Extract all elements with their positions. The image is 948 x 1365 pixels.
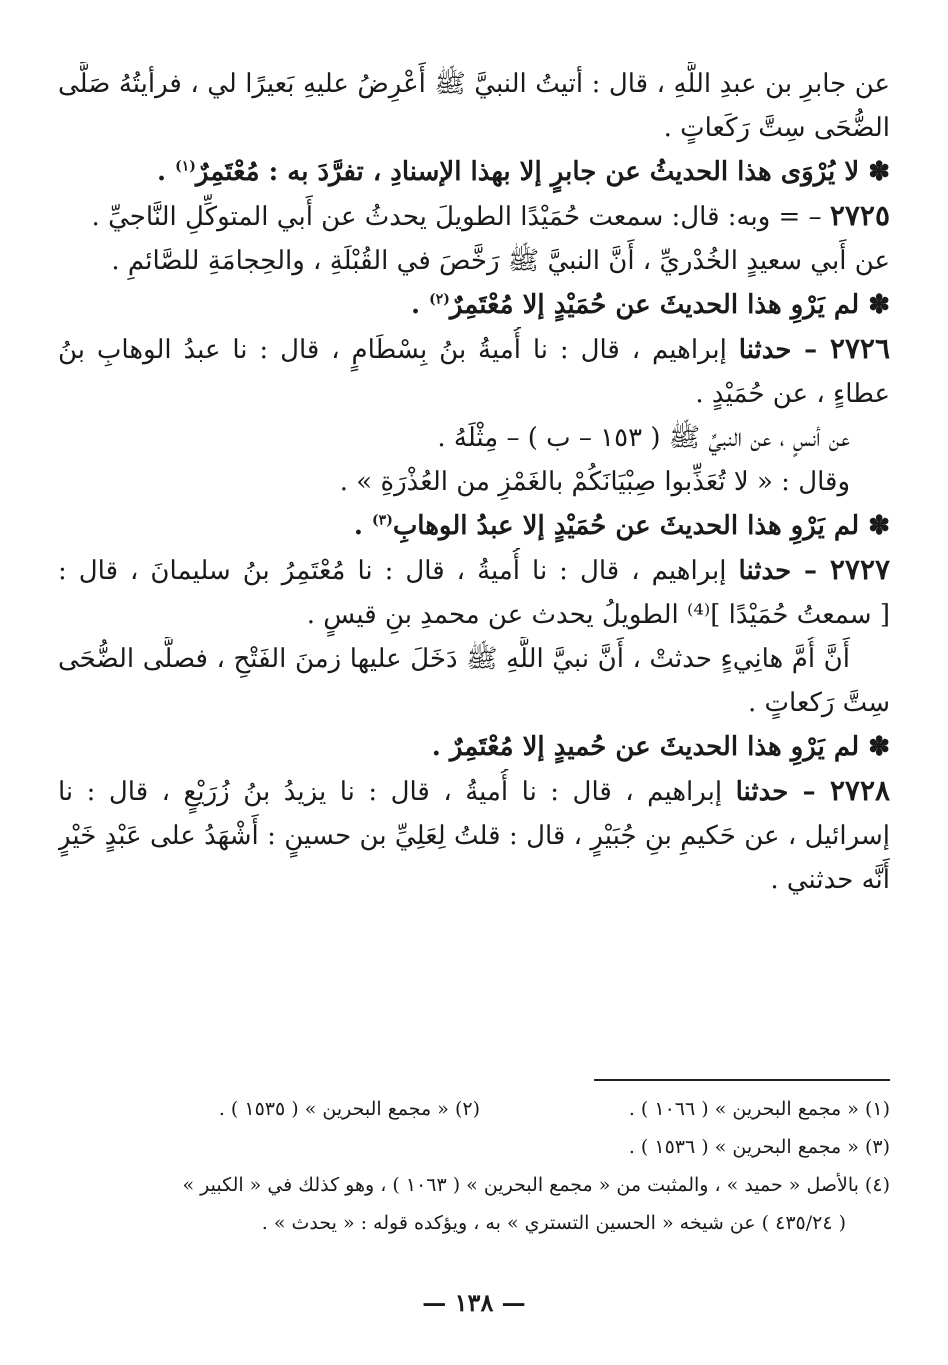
editor-note: [58, 150, 890, 194]
page-body: [58, 62, 890, 902]
note-end: .: [353, 511, 373, 541]
footnote-3: (٣) « مجمع البحرين » ( ١٥٣٦ ) .: [628, 1136, 890, 1158]
text-line: عطاءٍ ، عن حُمَيْدٍ .: [695, 379, 890, 409]
text-line: عن جابرِ بن عبدِ اللَّهِ ، قال : أتيتُ النبيَّ ﷺ أَعْرِضُ عليهِ بَعيرًا لي ، فرأيتُهُ صَلَّى: [58, 69, 890, 99]
note-text: ✽ لم يَرْوِ هذا الحديثَ عن حُمَيْدٍ إلا عبدُ الوهابِ: [392, 511, 890, 541]
editor-note: [58, 283, 890, 327]
text-line: إسرائيل ، عن حَكيمِ بنِ جُبَيْرٍ ، قال : قلتُ لِعَلِيِّ بن حسينٍ : أَشْهَدُ على عَبْدٍ خَيْرٍ: [58, 821, 890, 851]
hadith-number: ٢٧٢٧: [829, 553, 890, 586]
text-line: وقال : « لا تُعَذِّبوا صِبْيَانَكُمْ بالغَمْزِ من العُذْرَةِ » .: [339, 467, 850, 497]
text-line: عن أَبي سعيدٍ الخُدْريِّ ، أَنَّ النبيَّ ﷺ رَخَّصَ في القُبْلَةِ ، والحِجامَةِ للصَّائمِ .: [111, 246, 890, 276]
hadith-text: إبراهيم ، قال : نا أُميةُ بنُ بِسْطَامٍ ، قال : نا عبدُ الوهابِ بنُ: [58, 335, 739, 365]
note-text: ✽ لم يَرْوِ هذا الحديثَ عن حُميدٍ إلا مُعْتَمِرٌ: [449, 732, 890, 762]
text-line: سِتَّ رَكعاتٍ .: [748, 688, 890, 718]
page-number: — ١٣٨ —: [422, 1288, 526, 1317]
hadith-text: إبراهيم ، قال : نا أُميةُ ، قال : نا يزيدُ بنُ زُرَيْعٍ ، قال : نا: [58, 777, 736, 807]
footnote-2: (٢) « مجمع البحرين » ( ١٥٣٥ ) .: [218, 1098, 480, 1120]
hadith-start: [58, 194, 890, 239]
footnote-row: [58, 1090, 890, 1128]
footnote-4: (٤) بالأصل « حميد » ، والمثبت من « مجمع البحرين » ( ١٠٦٣ ) ، وهو كذلك في « الكبير »: [182, 1174, 890, 1196]
note-end: .: [156, 157, 176, 187]
note-text: ✽ لم يَرْوِ هذا الحديثَ عن حُمَيْدٍ إلا مُعْتَمِرٌ: [449, 290, 890, 320]
text-line: الضُّحَى سِتَّ رَكَعاتٍ .: [663, 113, 890, 143]
text-line: أَنَّه حدثني .: [770, 865, 890, 895]
hadith-lead: – حدثنا: [738, 556, 830, 586]
hadith-start: [58, 769, 890, 814]
note-end: .: [431, 732, 450, 762]
hadith-start: [58, 327, 890, 372]
hadith-number: ٢٧٢٥: [829, 199, 890, 232]
hadith-lead: – حدثنا: [738, 335, 830, 365]
hadith-text: – = وبه: قال: سمعت حُمَيْدًا الطويلَ يحدثُ عن أَبي المتوكِّلِ النَّاجيِّ .: [91, 202, 830, 232]
footnote-4-continued: ( ٤٣٥/٢٤ ) عن شيخه « الحسين التستري » به ، ويؤكده قوله : « يحدث » .: [261, 1212, 846, 1234]
hadith-lead: – حدثنا: [735, 777, 830, 807]
hadith-text: إبراهيم ، قال : نا أُميةُ ، قال : نا مُعْتَمِرُ بنُ سليمانَ ، قال :: [58, 556, 739, 586]
note-end: .: [410, 290, 430, 320]
footnotes: [58, 1090, 890, 1242]
text-line: أَنَّ أُمَّ هانِيءٍ حدثتْ ، أَنَّ نبيَّ اللَّهِ ﷺ دَخَلَ عليها زمنَ الفَتْحِ ، فصلَّى الضُّحَى: [58, 644, 850, 674]
hadith-number: ٢٧٢٨: [829, 774, 890, 807]
note-text: ✽ لا يُرْوَى هذا الحديثُ عن جابرٍ إلا بهذا الإسنادِ ، تفرَّدَ به : مُعْتَمِرٌ: [195, 157, 890, 187]
footnote-1: (١) « مجمع البحرين » ( ١٠٦٦ ) .: [628, 1098, 890, 1120]
footnote-ref: (٢): [429, 291, 450, 308]
editor-note: [58, 725, 890, 769]
editor-note: [58, 504, 890, 548]
footnote-divider: [594, 1079, 890, 1081]
footnote-ref: (٣): [372, 512, 393, 529]
text-line: [ سمعتُ حُمَيْدًا ]⁽⁴⁾ الطويلُ يحدث عن محمدِ بنِ قيسٍ .: [306, 600, 890, 630]
footnote-ref: (١): [175, 158, 196, 175]
hadith-start: [58, 548, 890, 593]
hadith-number: ٢٧٢٦: [829, 332, 890, 365]
text-line: عن أنسٍ ، عن النبيِّ ﷺ ( ١٥٣ – ب ) – مِثْلَهُ .: [437, 423, 850, 453]
